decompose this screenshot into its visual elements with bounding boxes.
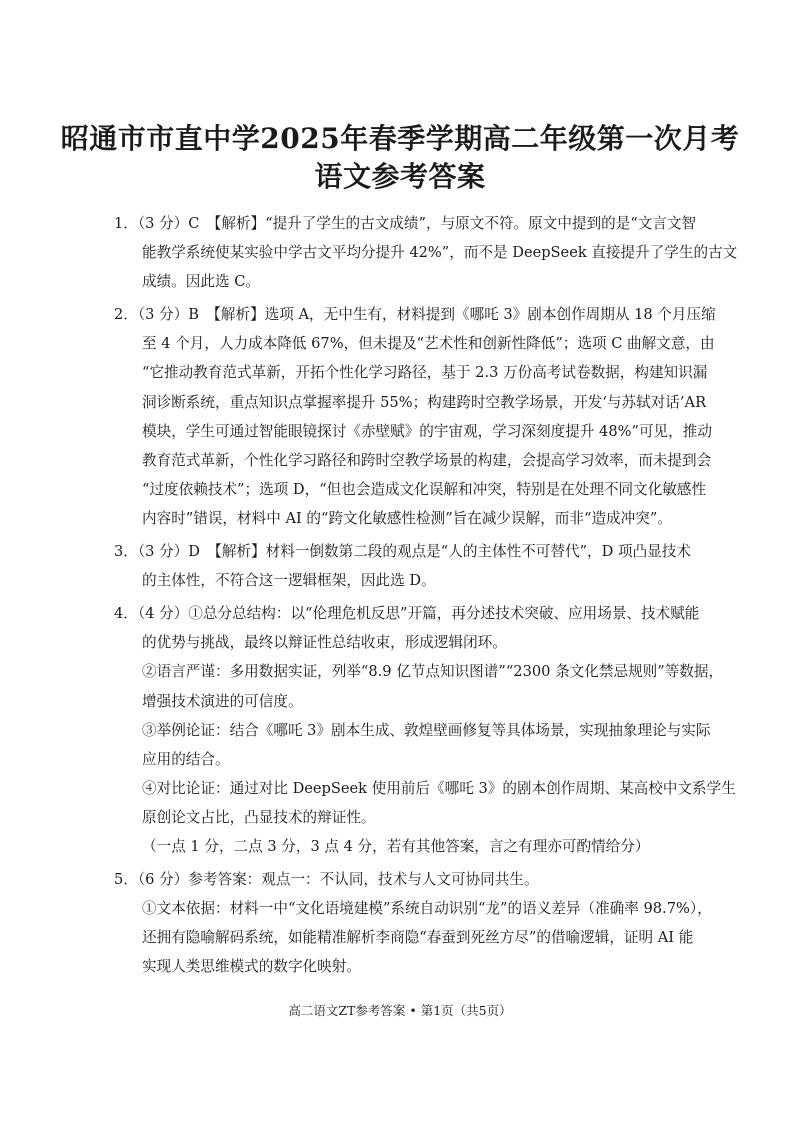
answer-line: ③举例论证：结合《哪吒 3》剧本生成、敦煌壁画修复等具体场景，实现抽象理论与实际 [142,721,711,739]
answer-line: 5．（6 分）参考答案：观点一：不认同，技术与人文可协同共生。 [114,871,539,889]
answer-line: 模块，学生可通过智能眼镜探讨《赤壁赋》的宇宙观，学习深刻度提升 48%”可见，推动 [142,422,712,440]
page-title: 昭通市市直中学2025年春季学期高二年级第一次月考 [60,122,740,155]
answer-line: 原创论文占比，凸显技术的辩证性。 [142,808,376,826]
answer-line: 实现人类思维模式的数字化映射。 [142,958,361,976]
answer-line: 的优势与挑战，最终以辩证性总结收束，形成逻辑闭环。 [142,634,507,652]
answer-item-3 [114,537,694,595]
answer-line: 4．（4 分）①总分总结构：以“伦理危机反思”开篇，再分述技术突破、应用场景、技术赋能 [114,605,700,623]
answer-line: 能教学系统使某实验中学古文平均分提升 42%”，而不是 DeepSeek 直接提升了学生的古文 [142,244,738,262]
answer-line: 还拥有隐喻解码系统，如能精准解析李商隐“春蚕到死丝方尽”的借喻逻辑，证明 AI 能 [142,929,694,947]
answer-line: 教育范式革新，个性化学习路径和跨时空教学场景的构建，会提高学习效率，而未提到会 [142,451,712,469]
answer-line: 3．（3 分）D 【解析】材料一倒数第二段的观点是“人的主体性不可替代”，D 项凸显技术 [114,543,691,561]
answer-item-1 [114,209,738,296]
answer-line: 增强技术演进的可信度。 [142,692,303,710]
answer-line: 内容时”错误，材料中 AI 的“跨文化敏感性检测”旨在减少误解，而非“造成冲突”。 [142,509,672,527]
answer-line: 应用的结合。 [142,750,230,768]
page-subtitle: 语文参考答案 [314,160,486,193]
answer-line: ④对比论证：通过对比 DeepSeek 使用前后《哪吒 3》的剧本创作周期、某高校中文系学生 [142,779,736,797]
answer-line: ②语言严谨：多用数据实证，列举“8.9 亿节点知识图谱”“2300 条文化禁忌规则”等数据， [142,663,724,681]
answer-line: “它推动教育范式革新，开拓个性化学习路径，基于 2.3 万份高考试卷数据，构建知识漏 [142,364,708,382]
answer-line: “过度依赖技术”；选项 D，“但也会造成文化误解和冲突，特别是在处理不同文化敏感性 [142,480,707,498]
page-footer: 高二语文ZT参考答案 • 第1页（共5页） [288,1003,512,1018]
answer-line: 的主体性，不符合这一逻辑框架，因此选 D。 [142,572,436,590]
answer-line: 成绩。因此选 C。 [142,273,260,291]
answer-line: （一点 1 分，二点 3 分，3 点 4 分，若有其他答案，言之有理亦可酌情给分） [142,837,650,855]
answer-line: ①文本依据：材料一中“文化语境建模”系统自动识别“龙”的语义差异（准确率 98.7%）， [142,900,712,918]
answer-line: 洞诊断系统，重点知识点掌握率提升 55%；构建跨时空教学场景，开发‘与苏轼对话’AR [142,393,707,411]
answer-line: 1．（3 分）C 【解析】“提升了学生的古文成绩”，与原文不符。原文中提到的是“文言文智 [114,215,697,232]
answer-list [114,209,738,981]
answer-item-2 [114,300,716,533]
answer-item-4 [114,599,736,861]
answer-item-5 [114,865,712,981]
answer-line: 2．（3 分）B 【解析】选项 A，无中生有，材料提到《哪吒 3》剧本创作周期从 18 个月压缩 [114,306,716,324]
answer-line: 至 4 个月，人力成本降低 67%，但未提及“艺术性和创新性降低”；选项 C 曲解文意，由 [142,335,715,353]
